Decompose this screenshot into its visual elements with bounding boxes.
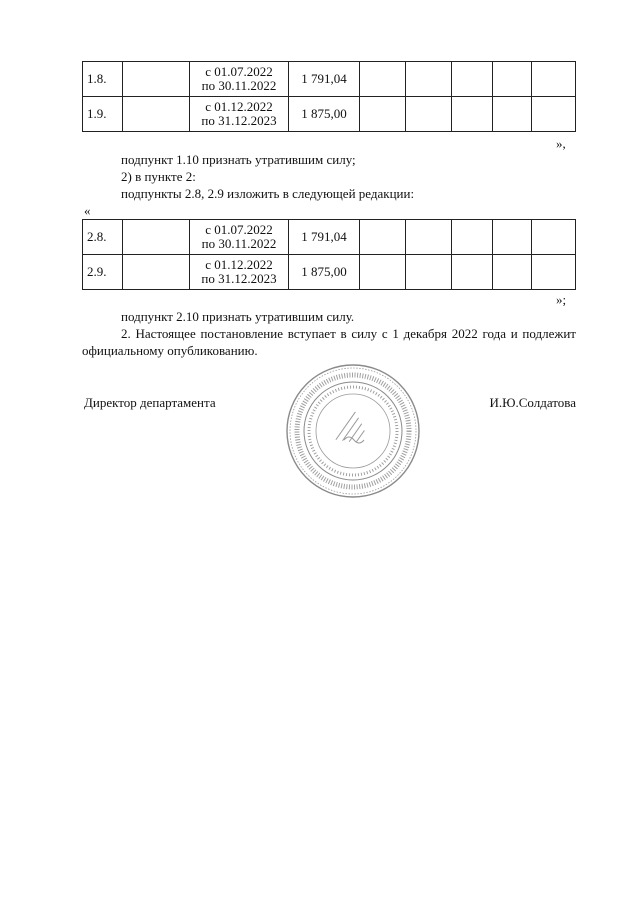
official-seal-icon <box>284 362 422 500</box>
empty-cell <box>360 220 406 255</box>
paragraph-line: 2) в пункте 2: <box>121 169 196 184</box>
table-row <box>83 255 576 290</box>
empty-cell <box>123 97 190 132</box>
empty-cell <box>360 97 406 132</box>
empty-cell <box>123 62 190 97</box>
signatory-position: Директор департамента <box>84 395 216 410</box>
price-cell: 1 791,04 <box>289 220 360 255</box>
period-cell <box>190 220 289 255</box>
empty-cell <box>493 62 532 97</box>
empty-cell <box>406 62 452 97</box>
empty-cell <box>406 255 452 290</box>
period-to: по 31.12.2023 <box>201 271 277 286</box>
period-from: с 01.07.2022 <box>205 222 273 237</box>
row-number: 1.9. <box>83 97 123 132</box>
period-from: с 01.07.2022 <box>205 64 273 79</box>
table-row <box>83 97 576 132</box>
empty-cell <box>360 62 406 97</box>
empty-cell <box>360 255 406 290</box>
closing-quote: »; <box>556 292 567 307</box>
period-to: по 30.11.2022 <box>201 236 277 251</box>
empty-cell <box>406 220 452 255</box>
paragraph-line: подпункты 2.8, 2.9 изложить в следующей редакции: <box>121 186 415 201</box>
period-from: с 01.12.2022 <box>205 99 273 114</box>
closing-quote: », <box>556 136 566 151</box>
empty-cell <box>532 62 576 97</box>
empty-cell <box>532 97 576 132</box>
signatory-name: И.Ю.Солдатова <box>489 395 576 410</box>
empty-cell <box>452 255 493 290</box>
empty-cell <box>532 255 576 290</box>
empty-cell <box>493 220 532 255</box>
price-cell: 1 875,00 <box>289 97 360 132</box>
tariff-table-2 <box>82 219 576 290</box>
empty-cell <box>123 255 190 290</box>
empty-cell <box>532 220 576 255</box>
period-from: с 01.12.2022 <box>205 257 273 272</box>
row-number: 1.8. <box>83 62 123 97</box>
empty-cell <box>493 97 532 132</box>
paragraph-line: подпункт 2.10 признать утратившим силу. <box>121 309 355 324</box>
period-to: по 31.12.2023 <box>201 113 277 128</box>
empty-cell <box>452 62 493 97</box>
table-row <box>83 62 576 97</box>
empty-cell <box>493 255 532 290</box>
paragraph-line: подпункт 1.10 признать утратившим силу; <box>121 152 356 167</box>
opening-quote: « <box>84 203 91 218</box>
price-cell: 1 791,04 <box>289 62 360 97</box>
price-cell: 1 875,00 <box>289 255 360 290</box>
empty-cell <box>406 97 452 132</box>
period-cell <box>190 62 289 97</box>
final-paragraph: 2. Настоящее постановление вступает в силу с 1 декабря 2022 года и подлежит официальному опубликованию. <box>82 326 576 358</box>
table-row <box>83 220 576 255</box>
row-number: 2.9. <box>83 255 123 290</box>
empty-cell <box>452 97 493 132</box>
row-number: 2.8. <box>83 220 123 255</box>
period-to: по 30.11.2022 <box>201 78 277 93</box>
empty-cell <box>452 220 493 255</box>
period-cell <box>190 97 289 132</box>
empty-cell <box>123 220 190 255</box>
tariff-table-1 <box>82 61 576 132</box>
period-cell <box>190 255 289 290</box>
